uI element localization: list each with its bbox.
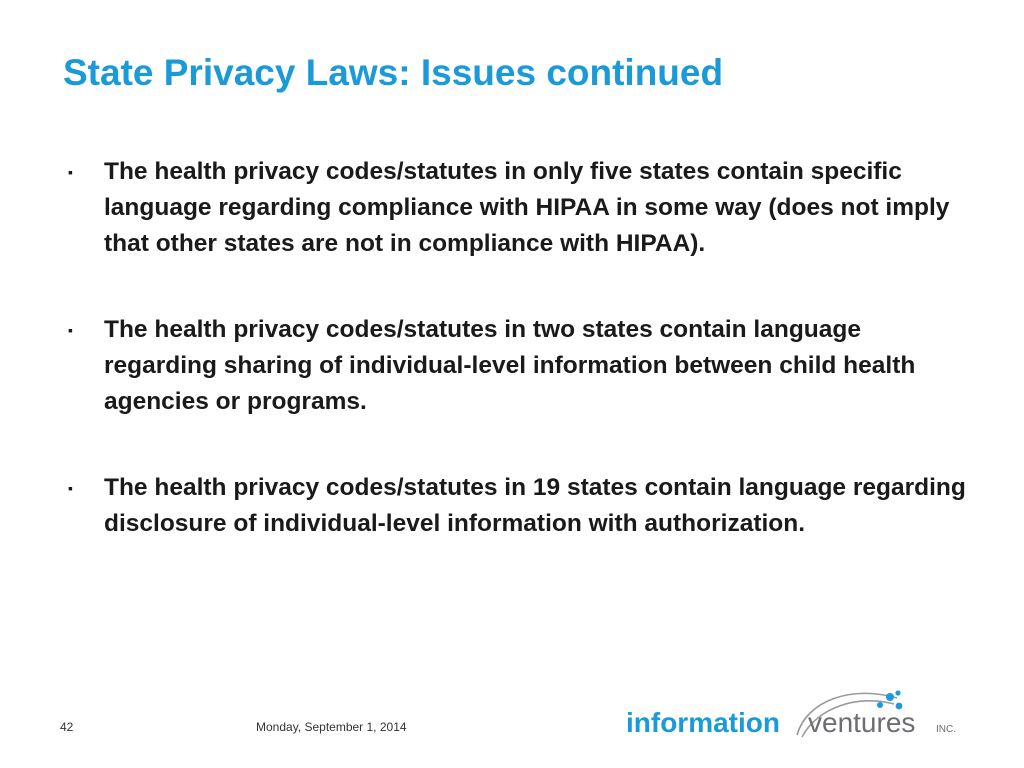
- slide-number: 42: [60, 720, 74, 734]
- bullet-text: The health privacy codes/statutes in 19 states contain language regarding disclosure of individual-level information with authorization.: [104, 474, 966, 537]
- bullet-list: [66, 154, 966, 592]
- logo-suffix: INC.: [936, 724, 956, 735]
- logo-word-information: information: [626, 707, 780, 738]
- logo-dot-icon: [886, 693, 894, 701]
- logo-dot-icon: [895, 690, 900, 695]
- bullet-marker-icon: ▪: [68, 480, 73, 496]
- logo-word-ventures: ventures: [808, 707, 916, 738]
- bullet-item: [66, 470, 966, 542]
- bullet-marker-icon: ▪: [68, 322, 73, 338]
- information-ventures-logo: [622, 680, 992, 750]
- slide-title: State Privacy Laws: Issues continued: [63, 52, 724, 93]
- bullet-text: The health privacy codes/statutes in two states contain language regarding sharing of individual-level information between child health agencies or programs.: [104, 316, 916, 415]
- footer-date: Monday, September 1, 2014: [256, 720, 407, 734]
- bullet-text: The health privacy codes/statutes in only five states contain specific language regarding compliance with HIPAA in some way (does not imply that other states are not in compliance with HIPAA).: [104, 158, 950, 257]
- bullet-item: [66, 312, 966, 420]
- bullet-marker-icon: ▪: [68, 164, 73, 180]
- bullet-item: [66, 154, 966, 262]
